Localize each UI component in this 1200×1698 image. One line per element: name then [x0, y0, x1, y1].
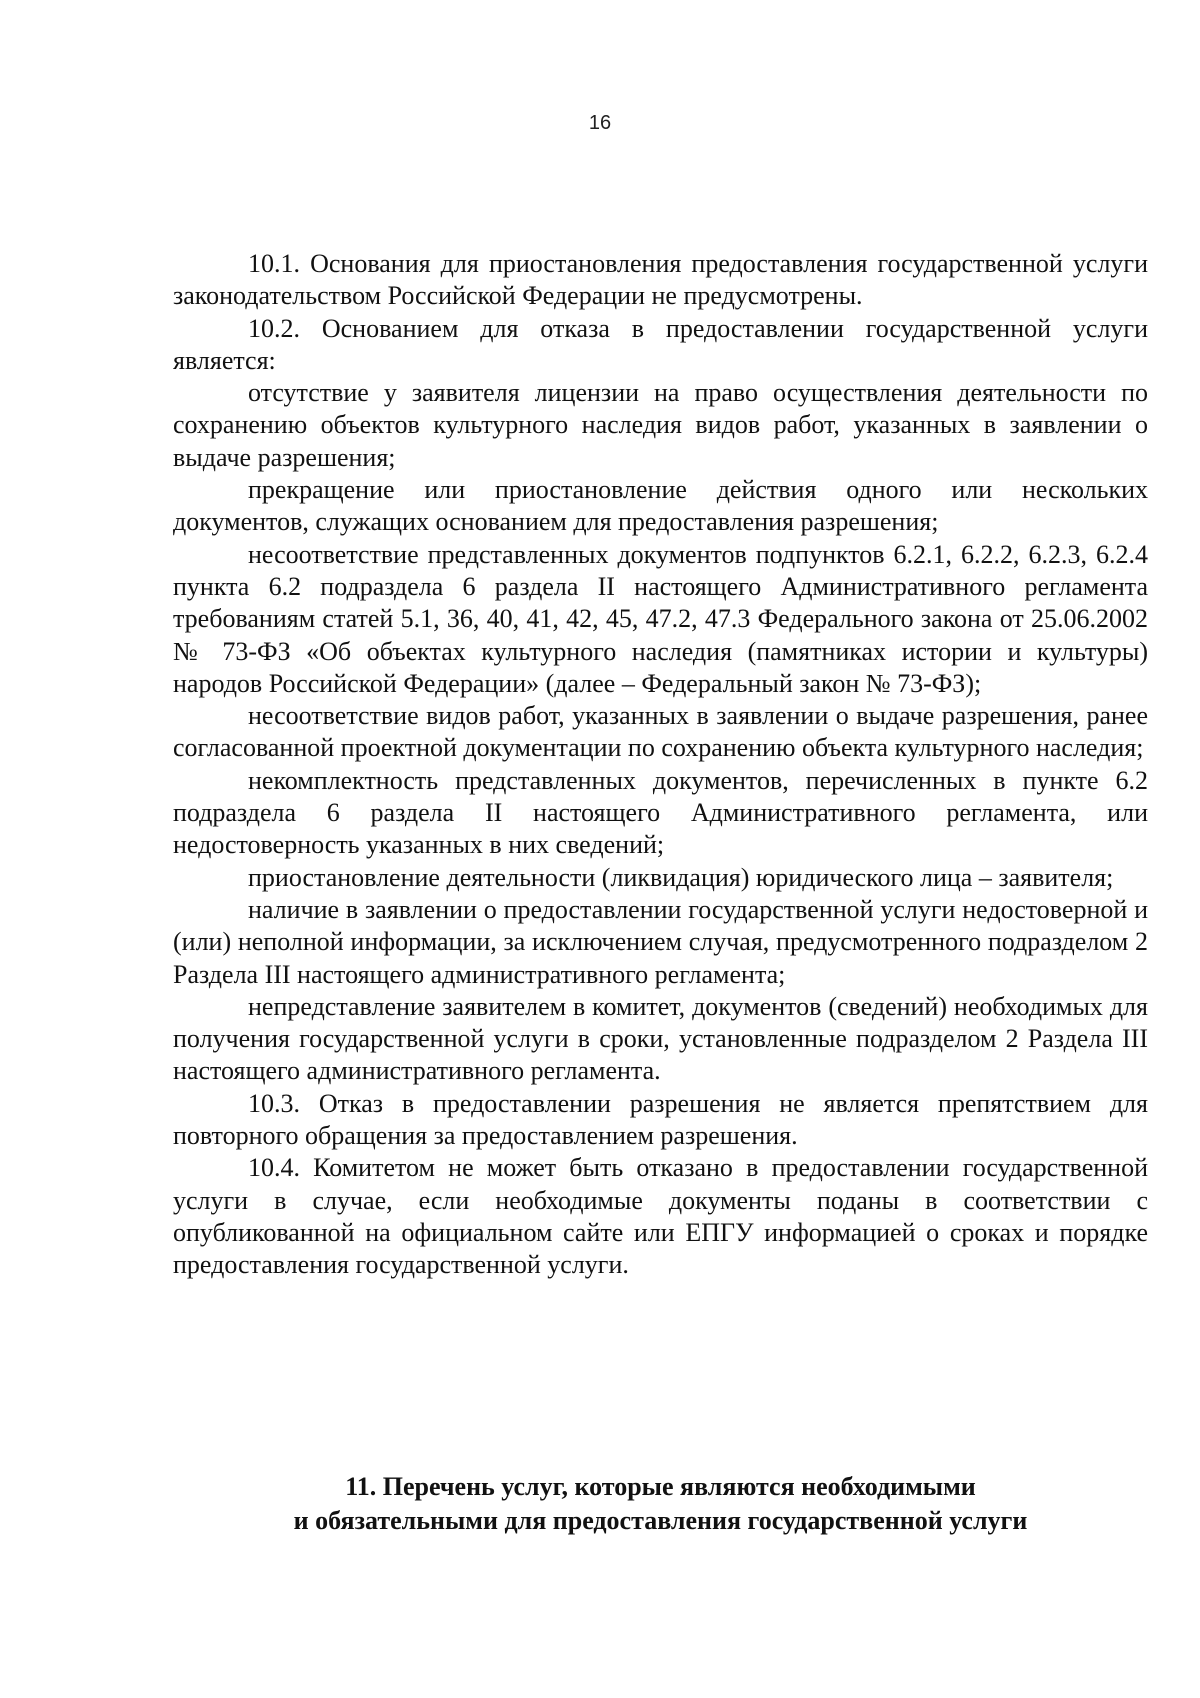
list-item-false-information: наличие в заявлении о предоставлении государственной услуги недостоверной и (или) неполной информации, за исключением случая, предусмотренного подразделом 2 Раздела III настоящего административного регламента;: [173, 894, 1148, 989]
document-body: [173, 248, 1148, 1282]
list-item-works-mismatch: несоответствие видов работ, указанных в заявлении о выдаче разрешения, ранее согласованной проектной документации по сохранению объекта культурного наследия;: [173, 701, 1148, 763]
section-heading-line-2: и обязательными для предоставления государственной услуги: [293, 1506, 1028, 1535]
list-item-incomplete-documents: некомплектность представленных документов, перечисленных в пункте 6.2 подраздела 6 раздела II настоящего Административного регламента, или недостоверность указанных в них сведений;: [173, 765, 1148, 860]
section-heading: [173, 1470, 1148, 1538]
paragraph-10-2: 10.2. Основанием для отказа в предоставлении государственной услуги является:: [173, 313, 1148, 375]
list-item-termination: прекращение или приостановление действия одного или нескольких документов, служащих основанием для предоставления разрешения;: [173, 475, 1148, 537]
paragraph-10-1: 10.1. Основания для приостановления предоставления государственной услуги законодательством Российской Федерации не предусмотрены.: [173, 249, 1148, 311]
list-item-no-license: отсутствие у заявителя лицензии на право осуществления деятельности по сохранению объектов культурного наследия видов работ, указанных в заявлении о выдаче разрешения;: [173, 378, 1148, 472]
paragraph-10-4: 10.4. Комитетом не может быть отказано в предоставлении государственной услуги в случае, если необходимые документы поданы в соответствии с опубликованной на официальном сайте или ЕПГУ информацией о сроках и порядке предоставления государственной услуги.: [173, 1153, 1148, 1280]
list-item-non-submission: непредставление заявителем в комитет, документов (сведений) необходимых для получения государственной услуги в сроки, установленные подразделом 2 Раздела III настоящего административного регламента.: [173, 991, 1148, 1086]
paragraph-10-3: 10.3. Отказ в предоставлении разрешения не является препятствием для повторного обращения за предоставлением разрешения.: [173, 1088, 1148, 1151]
page-number: 16: [588, 112, 612, 134]
list-item-liquidation: приостановление деятельности (ликвидация) юридического лица – заявителя;: [248, 862, 1114, 892]
section-heading-line-1: 11. Перечень услуг, которые являются необходимыми: [345, 1472, 976, 1501]
list-item-document-mismatch: несоответствие представленных документов подпунктов 6.2.1, 6.2.2, 6.2.3, 6.2.4 пункта 6.2 подраздела 6 раздела II настоящего Административного регламента требованиям статей 5.1, 36, 40, 41, 42, 45, 47.2, 47.3 Федерального закона от 25.06.2002 № 73-ФЗ «Об объектах культурного наследия (памятниках истории и культуры) народов Российской Федерации» (далее – Федеральный закон № 73-ФЗ);: [173, 539, 1148, 698]
